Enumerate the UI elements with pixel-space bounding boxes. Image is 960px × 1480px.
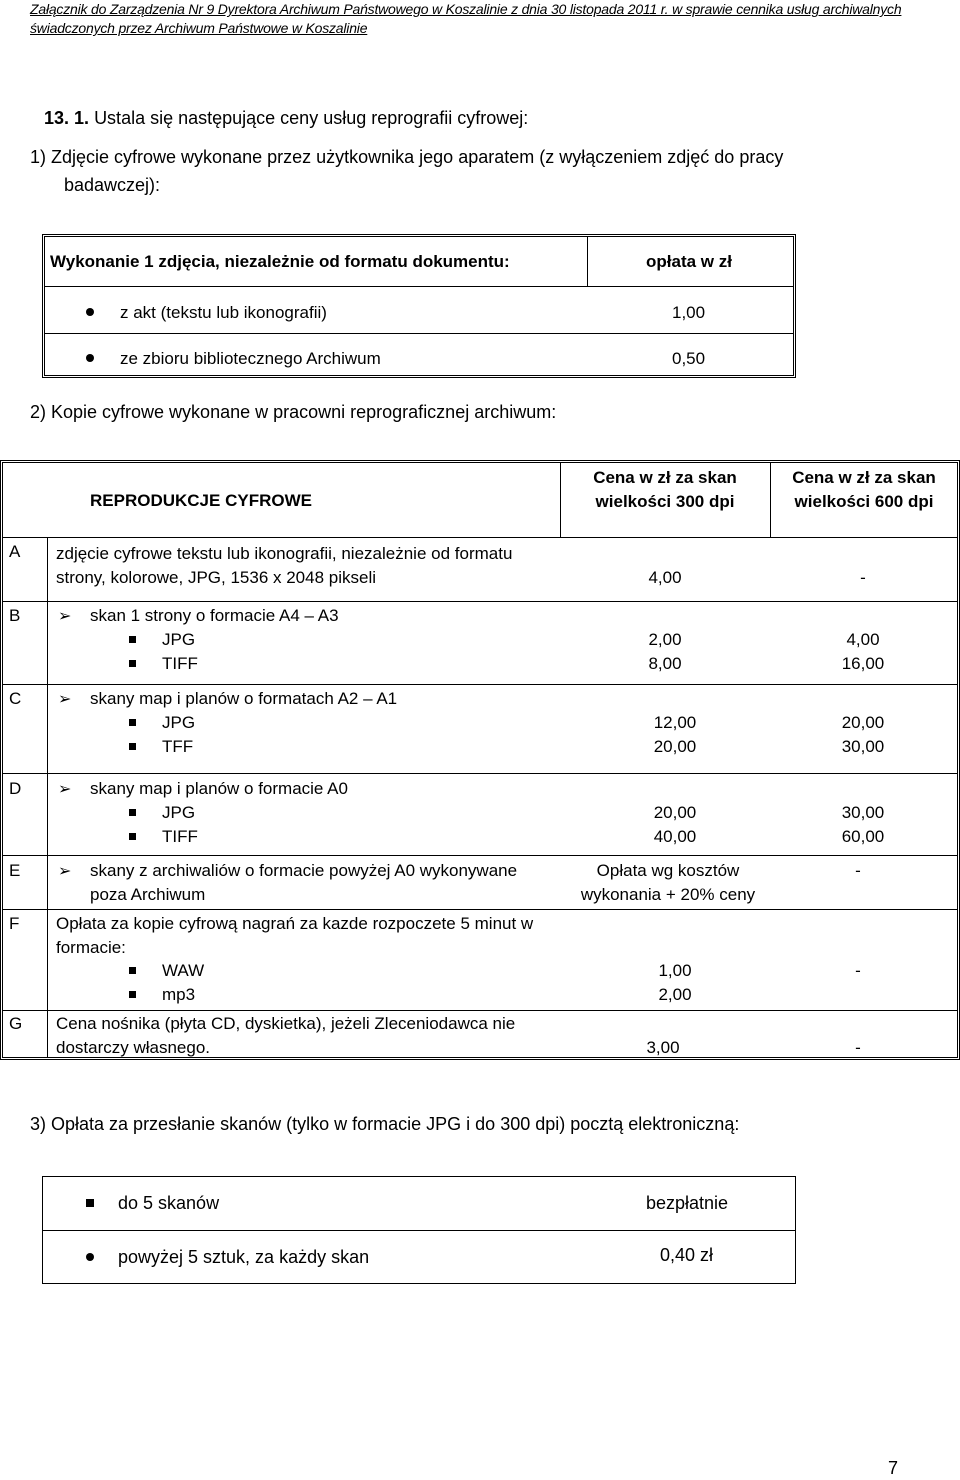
row-c-600-jpg: 20,00 bbox=[841, 713, 885, 732]
row-letter: D bbox=[9, 779, 22, 798]
row-b-300-tiff: 8,00 bbox=[648, 654, 682, 673]
row-d-sub2: TIFF bbox=[162, 827, 198, 846]
row-b-sub1: JPG bbox=[162, 630, 196, 649]
table1-header-right: opłata w zł bbox=[646, 252, 732, 271]
item3: 3) Opłata za przesłanie skanów (tylko w formacie JPG i do 300 dpi) pocztą elektroniczną: bbox=[30, 1114, 740, 1134]
square-bullet-icon bbox=[129, 967, 136, 974]
row-e-300-line2: wykonania + 20% ceny bbox=[580, 885, 756, 904]
square-bullet-icon bbox=[129, 809, 136, 816]
table1-vdivider bbox=[587, 237, 588, 286]
row-a-300: 4,00 bbox=[648, 568, 682, 587]
row-d-300-jpg: 20,00 bbox=[653, 803, 697, 822]
bullet-icon bbox=[86, 1253, 94, 1261]
row-d-300-tiff: 40,00 bbox=[653, 827, 697, 846]
arrow-bullet-icon: ➢ bbox=[58, 608, 72, 625]
document-header bbox=[30, 0, 901, 38]
row-c-title: skany map i planów o formatach A2 – A1 bbox=[90, 689, 398, 708]
table3-row2-label: powyżej 5 sztuk, za każdy skan bbox=[118, 1247, 370, 1267]
square-bullet-icon bbox=[129, 719, 136, 726]
row-g-600: - bbox=[855, 1038, 861, 1057]
table2-title: REPRODUKCJE CYFROWE bbox=[90, 491, 312, 510]
row-e-line2: poza Archiwum bbox=[90, 885, 206, 904]
row-f-sub2: mp3 bbox=[162, 985, 196, 1004]
square-bullet-icon bbox=[129, 991, 136, 998]
row-b-300-jpg: 2,00 bbox=[648, 630, 682, 649]
row-e-300-line1: Opłata wg kosztów bbox=[596, 861, 740, 880]
header-600-line2: wielkości 600 dpi bbox=[794, 492, 934, 511]
section-intro bbox=[44, 106, 528, 130]
row-a-line1: zdjęcie cyfrowe tekstu lub ikonografii, niezależnie od formatu bbox=[56, 544, 513, 563]
table2-header-300 bbox=[560, 466, 770, 514]
row-f-300-waw: 1,00 bbox=[658, 961, 692, 980]
table2-row-divider bbox=[3, 773, 957, 774]
row-b-sub2: TIFF bbox=[162, 654, 198, 673]
row-letter: F bbox=[9, 914, 20, 933]
row-a-line2: strony, kolorowe, JPG, 1536 x 2048 pikseli bbox=[56, 568, 377, 587]
table2-row-divider bbox=[3, 909, 957, 910]
table1-row1-value: 1,00 bbox=[672, 303, 706, 322]
row-b-600-tiff: 16,00 bbox=[841, 654, 885, 673]
row-letter: E bbox=[9, 861, 21, 880]
row-letter: A bbox=[9, 542, 21, 561]
row-letter: C bbox=[9, 689, 22, 708]
table2-row-divider bbox=[3, 601, 957, 602]
table1-row1-label: z akt (tekstu lub ikonografii) bbox=[120, 303, 327, 322]
row-d-600-tiff: 60,00 bbox=[841, 827, 885, 846]
row-g-line1: Cena nośnika (płyta CD, dyskietka), jeżeli Zleceniodawca nie bbox=[56, 1014, 516, 1033]
row-f-600: - bbox=[855, 961, 861, 980]
row-c-sub1: JPG bbox=[162, 713, 196, 732]
header-line-2: świadczonych przez Archiwum Państwowe w Koszalinie bbox=[30, 20, 368, 36]
square-bullet-icon bbox=[129, 636, 136, 643]
bullet-icon bbox=[86, 354, 94, 362]
arrow-bullet-icon: ➢ bbox=[58, 863, 72, 880]
section-number: 13. 1. bbox=[44, 108, 90, 128]
table2-row-divider bbox=[3, 855, 957, 856]
row-b-600-jpg: 4,00 bbox=[846, 630, 880, 649]
table1-divider-2 bbox=[45, 333, 793, 334]
row-f-line1: Opłata za kopie cyfrową nagrań za kazde rozpoczete 5 minut w bbox=[56, 914, 534, 933]
arrow-bullet-icon: ➢ bbox=[58, 691, 72, 708]
square-bullet-icon bbox=[86, 1199, 94, 1207]
header-600-line1: Cena w zł za skan bbox=[792, 468, 936, 487]
table1-header-left: Wykonanie 1 zdjęcia, niezależnie od formatu dokumentu: bbox=[50, 252, 510, 271]
row-c-300-jpg: 12,00 bbox=[653, 713, 697, 732]
row-f-line2: formacie: bbox=[56, 938, 126, 957]
square-bullet-icon bbox=[129, 833, 136, 840]
square-bullet-icon bbox=[129, 743, 136, 750]
row-f-300-mp3: 2,00 bbox=[658, 985, 692, 1004]
row-e-line1: skany z archiwaliów o formacie powyżej A0 wykonywane bbox=[90, 861, 518, 880]
row-c-sub2: TFF bbox=[162, 737, 194, 756]
row-c-300-tff: 20,00 bbox=[653, 737, 697, 756]
table2-row-divider bbox=[3, 1010, 957, 1011]
table1-divider-1 bbox=[45, 286, 793, 287]
row-g-300: 3,00 bbox=[646, 1038, 680, 1057]
table1-row2-label: ze zbioru bibliotecznego Archiwum bbox=[120, 349, 381, 368]
row-f-sub1: WAW bbox=[162, 961, 205, 980]
table2-header-divider bbox=[3, 537, 957, 538]
row-a-600: - bbox=[860, 568, 866, 587]
header-line-1: Załącznik do Zarządzenia Nr 9 Dyrektora Archiwum Państwowego w Koszalinie z dnia 30 listopada 2011 r. w sprawie cennika usług archiwalnych bbox=[30, 1, 902, 17]
arrow-bullet-icon: ➢ bbox=[58, 781, 72, 798]
row-g-line2: dostarczy własnego. bbox=[56, 1038, 211, 1057]
row-c-600-tff: 30,00 bbox=[841, 737, 885, 756]
row-b-title: skan 1 strony o formacie A4 – A3 bbox=[90, 606, 339, 625]
page-number: 7 bbox=[888, 1458, 899, 1478]
row-d-600-jpg: 30,00 bbox=[841, 803, 885, 822]
table2-row-divider bbox=[3, 684, 957, 685]
row-e-600: - bbox=[855, 861, 861, 880]
square-bullet-icon bbox=[129, 660, 136, 667]
bullet-icon bbox=[86, 308, 94, 316]
row-letter: G bbox=[9, 1014, 23, 1033]
row-e-300 bbox=[568, 859, 768, 907]
item2: 2) Kopie cyfrowe wykonane w pracowni reprograficznej archiwum: bbox=[30, 402, 557, 422]
table3-divider bbox=[42, 1230, 796, 1231]
header-300-line1: Cena w zł za skan bbox=[593, 468, 737, 487]
table3-row1-value: bezpłatnie bbox=[646, 1193, 729, 1213]
row-d-sub1: JPG bbox=[162, 803, 196, 822]
table3-row2-value: 0,40 zł bbox=[660, 1245, 714, 1265]
row-d-title: skany map i planów o formacie A0 bbox=[90, 779, 348, 798]
header-300-line2: wielkości 300 dpi bbox=[595, 492, 735, 511]
item1-line2: badawczej): bbox=[64, 175, 161, 195]
table2-header-600 bbox=[770, 466, 958, 514]
table3-row1-label: do 5 skanów bbox=[118, 1193, 220, 1213]
row-letter: B bbox=[9, 606, 21, 625]
item1-line1: 1) Zdjęcie cyfrowe wykonane przez użytkownika jego aparatem (z wyłączeniem zdjęć do pracy bbox=[30, 147, 784, 167]
table2-letter-col-divider bbox=[47, 537, 48, 1057]
table1-row2-value: 0,50 bbox=[672, 349, 706, 368]
section-intro-text: Ustala się następujące ceny usług reprografii cyfrowej: bbox=[94, 108, 529, 128]
